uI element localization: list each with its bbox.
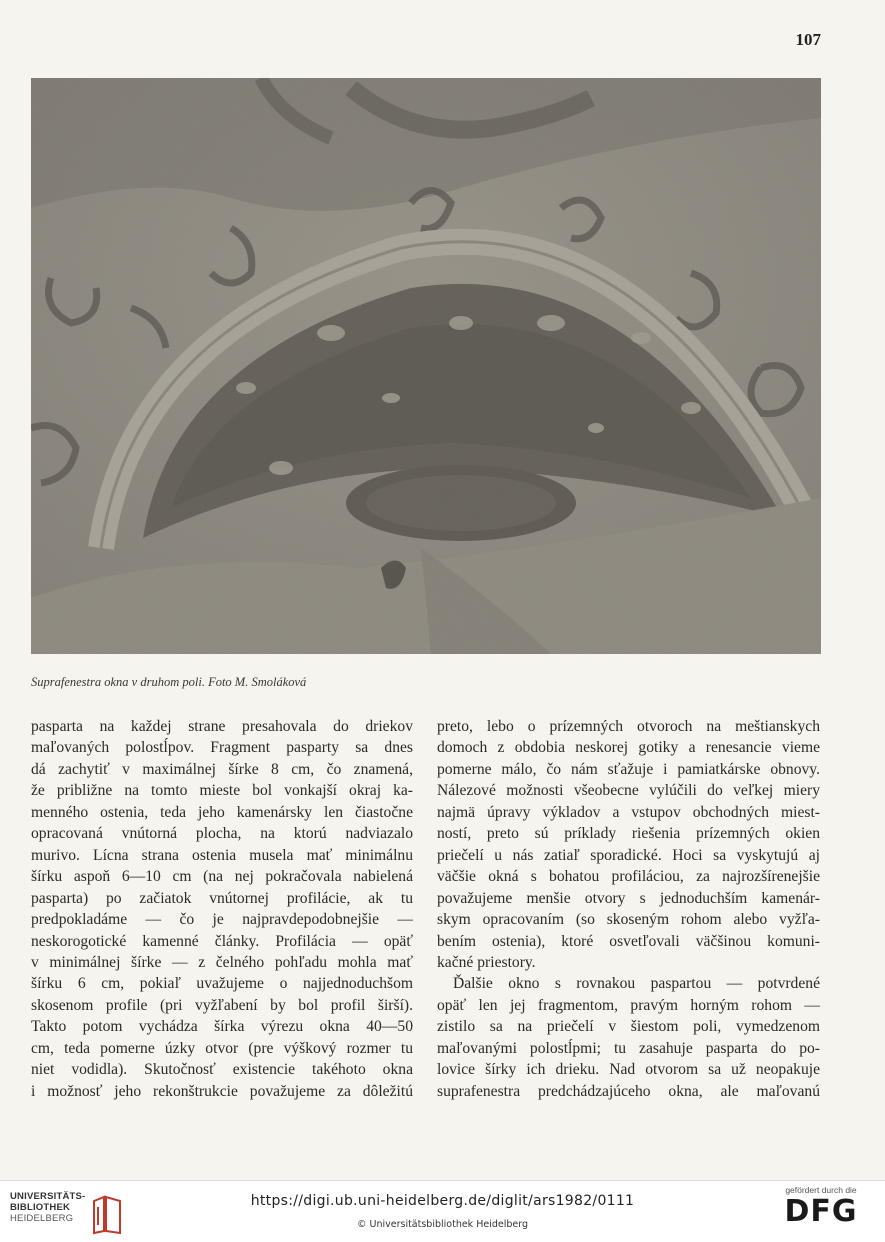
text-line: dá zachytiť v maximálnej šírke 8 cm, čo znamená, <box>31 760 413 778</box>
text-line: pasparta) po začiatok vnútornej profilácie, ak tu <box>31 889 413 907</box>
text-line: neskorogotické kamenné články. Profilácia — opäť <box>31 932 413 950</box>
library-name-line: HEIDELBERG <box>10 1213 74 1224</box>
text-line: i možnosť jeho rekonštrukcie považujeme za dôležitú <box>31 1082 413 1100</box>
text-line: murivo. Lícna strana ostenia musela mať minimálnu <box>31 846 413 864</box>
text-line: cm, teda pomerne úzky otvor (pre výškový rozmer tu <box>31 1039 413 1057</box>
text-line: šírku aspoň 6—10 cm (na nej pokračovala nabielená <box>31 868 413 886</box>
text-line: kačné priestory. <box>437 953 536 971</box>
text-line: že približne na tomto mieste bol vonkajší okraj ka- <box>31 782 413 800</box>
fresco-photo <box>31 78 821 654</box>
text-line: menného ostenia, teda jeho kamenársky len čiastočne <box>31 803 413 821</box>
text-line: opäť len jej fragmentom, pravým horným rohom — <box>437 996 820 1014</box>
text-line: Ďalšie okno s rovnakou paspartou — potvrdené <box>453 975 820 993</box>
text-line: lovice šírky ich drieku. Nad otvorom sa už neopakuje <box>437 1061 820 1079</box>
funded-by-label: gefördert durch die <box>785 1185 857 1195</box>
text-line: bením ostenia), ktoré osvetľovali väčšinou komuni- <box>437 932 820 950</box>
left-column <box>31 716 413 1102</box>
text-line: skosenom profile (pri vyžľabení by bol profil širší). <box>31 996 413 1014</box>
text-line: maľovaných polostĺpov. Fragment pasparty sa dnes <box>31 739 413 757</box>
permalink-url[interactable]: https://digi.ub.uni-heidelberg.de/diglit/ars1982/0111 <box>250 1193 635 1209</box>
viewer-footer <box>0 1180 885 1242</box>
text-line: maľovanými polostĺpmi; tu zasahuje pasparta do po- <box>437 1039 820 1057</box>
library-name-line: UNIVERSITÄTS- <box>10 1191 86 1202</box>
text-line: suprafenestra predchádzajúceho okna, ale maľovanú <box>437 1082 820 1100</box>
text-line: v minimálnej šírke — z čelného pohľadu mohla mať <box>31 953 413 971</box>
text-line: považujeme menšie otvory s jednoduchším kamenár- <box>437 889 820 907</box>
text-line: niet vodidla). Skutočnosť existencie takéhoto okna <box>31 1061 413 1079</box>
copyright-notice: © Universitätsbibliothek Heidelberg <box>356 1219 528 1230</box>
dfg-wordmark: DFG <box>784 1194 858 1229</box>
text-line: pomerne málo, čo nám sťažuje i pamiatkárske obnovy. <box>437 760 820 778</box>
library-name-line: BIBLIOTHEK <box>10 1202 71 1213</box>
right-column <box>437 716 820 1102</box>
text-line: predpokladáme — čo je najpravdepodobnejšie — <box>31 911 413 929</box>
page-number: 107 <box>795 30 821 49</box>
text-line: domoch z obdobia neskorej gotiky a renesancie vieme <box>437 739 820 757</box>
text-line: priečelí u nás zatiaľ sporadické. Hoci sa vyskytujú aj <box>437 846 820 864</box>
text-line: šírku 6 cm, pokiaľ uvažujeme o najjednoduchšom <box>31 975 413 993</box>
text-line: skym opracovaním (so skoseným rohom alebo vyžľa- <box>437 911 820 929</box>
text-line: opracovaná vnútorná plocha, na ktorú nadviazalo <box>31 825 413 843</box>
dfg-logo[interactable] <box>771 1185 871 1229</box>
fresco-photo-icon <box>31 78 821 654</box>
text-line: ností, preto sú príklady riešenia prízemných okien <box>437 825 820 843</box>
text-line: Nálezové možnosti všeobecne vylúčili do veľkej miery <box>437 782 820 800</box>
text-line: väčšie okná s bohatou profiláciou, za najrozšírenejšie <box>437 868 820 886</box>
text-line: zistilo sa na priečelí v šiestom poli, vymedzenom <box>437 1018 820 1036</box>
figure-caption: Suprafenestra okna v druhom poli. Foto M. Smoláková <box>31 675 307 689</box>
text-line: pasparta na každej strane presahovala do driekov <box>31 718 413 735</box>
text-line: preto, lebo o prízemných otvoroch na meštianskych <box>437 718 820 735</box>
text-line: Takto potom vychádza šírka výrezu okna 40—50 <box>31 1018 413 1036</box>
text-line: najmä úpravy výkladov a vstupov obchodných miest- <box>437 803 820 821</box>
